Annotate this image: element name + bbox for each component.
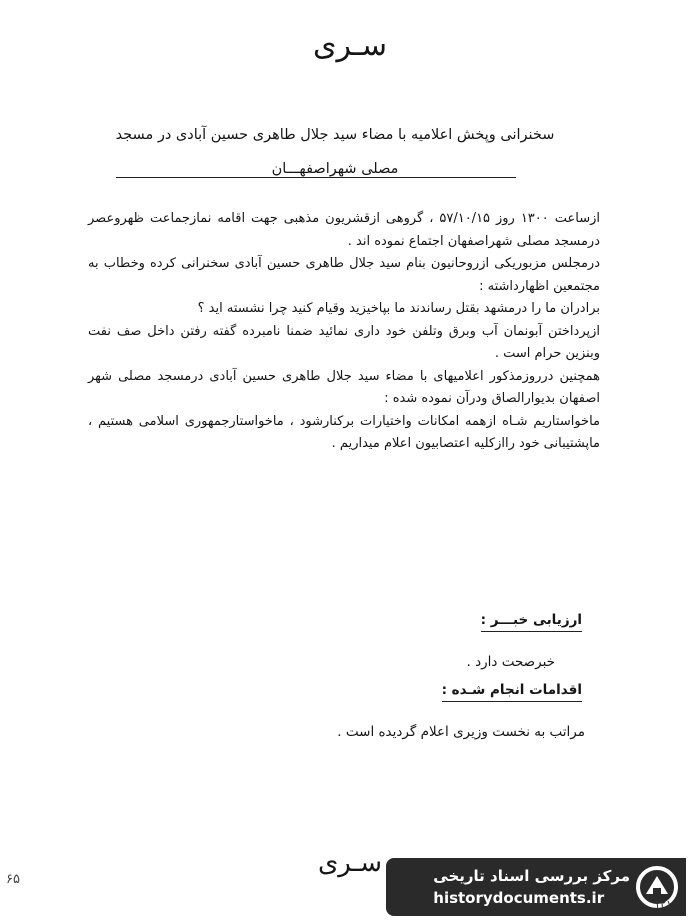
document-subject: [80, 118, 590, 186]
evaluation-label: ارزیابی خبـــر :: [481, 612, 582, 632]
evaluation-section: [382, 612, 582, 632]
body-paragraph: ازپرداختن آبونمان آب وبرق وتلفن خود داری نمائید ضمنا نامبرده گفته رفتن داخل صف نفت وبنزین حرام است .: [88, 323, 600, 361]
body-paragraph: ازساعت ۱۳۰۰ روز ۵۷/۱۰/۱۵ ، گروهی ازقشریون مذهبی جهت اقامه نمازجماعت ظهروعصر درمسجد مصلی شهراصفهان اجتماع نموده اند .: [88, 211, 600, 249]
actions-text: مراتب به نخست وزیری اعلام گردیده است .: [337, 724, 585, 740]
evaluation-text: خبرصحت دارد .: [466, 654, 555, 670]
page-number: ۱۲۱: [654, 898, 672, 911]
actions-section: [382, 682, 582, 702]
actions-label: اقدامات انجام شـده :: [442, 682, 582, 702]
subject-underline: [116, 177, 516, 178]
margin-mark: ۶۵: [6, 872, 20, 887]
body-paragraph: همچنین درروزمذکور اعلامیهای با مضاء سید جلال طاهری حسین آبادی درمسجد مصلی شهر اصفهان بدیوارالصاق ودرآن نموده شده :: [88, 368, 600, 406]
body-paragraph: درمجلس مزبوریکی ازروحانیون بنام سید جلال طاهری حسین آبادی سخنرانی کرده وخطاب به مجتمعین اظهارداشته :: [88, 256, 600, 294]
report-body: [88, 208, 600, 456]
classification-stamp-top: سـری: [313, 28, 387, 63]
body-paragraph: ماخواستاریم شـاه ازهمه امکانات واختیارات برکنارشود ، ماخواستارجمهوری اسلامی هستیم ، ماپشتیبانی خود راازکلیه اعتصابیون اعلام میداریم .: [88, 413, 600, 451]
archive-name: مرکز بررسی اسناد تاریخی: [433, 867, 630, 885]
archive-url: historydocuments.ir: [433, 889, 605, 907]
body-paragraph: برادران ما را درمشهد بقتل رساندند ما بپاخیزید وقیام کنید چرا نشسته اید ؟: [197, 301, 600, 316]
archive-logo: [386, 858, 686, 916]
subject-line-2: مصلی شهراصفهـــان: [271, 161, 399, 177]
classification-stamp-bottom: سـری: [317, 848, 383, 878]
subject-line-1: سخنرانی وپخش اعلامیه با مضاء سید جلال طاهری حسین آبادی در مسجد: [115, 127, 555, 143]
